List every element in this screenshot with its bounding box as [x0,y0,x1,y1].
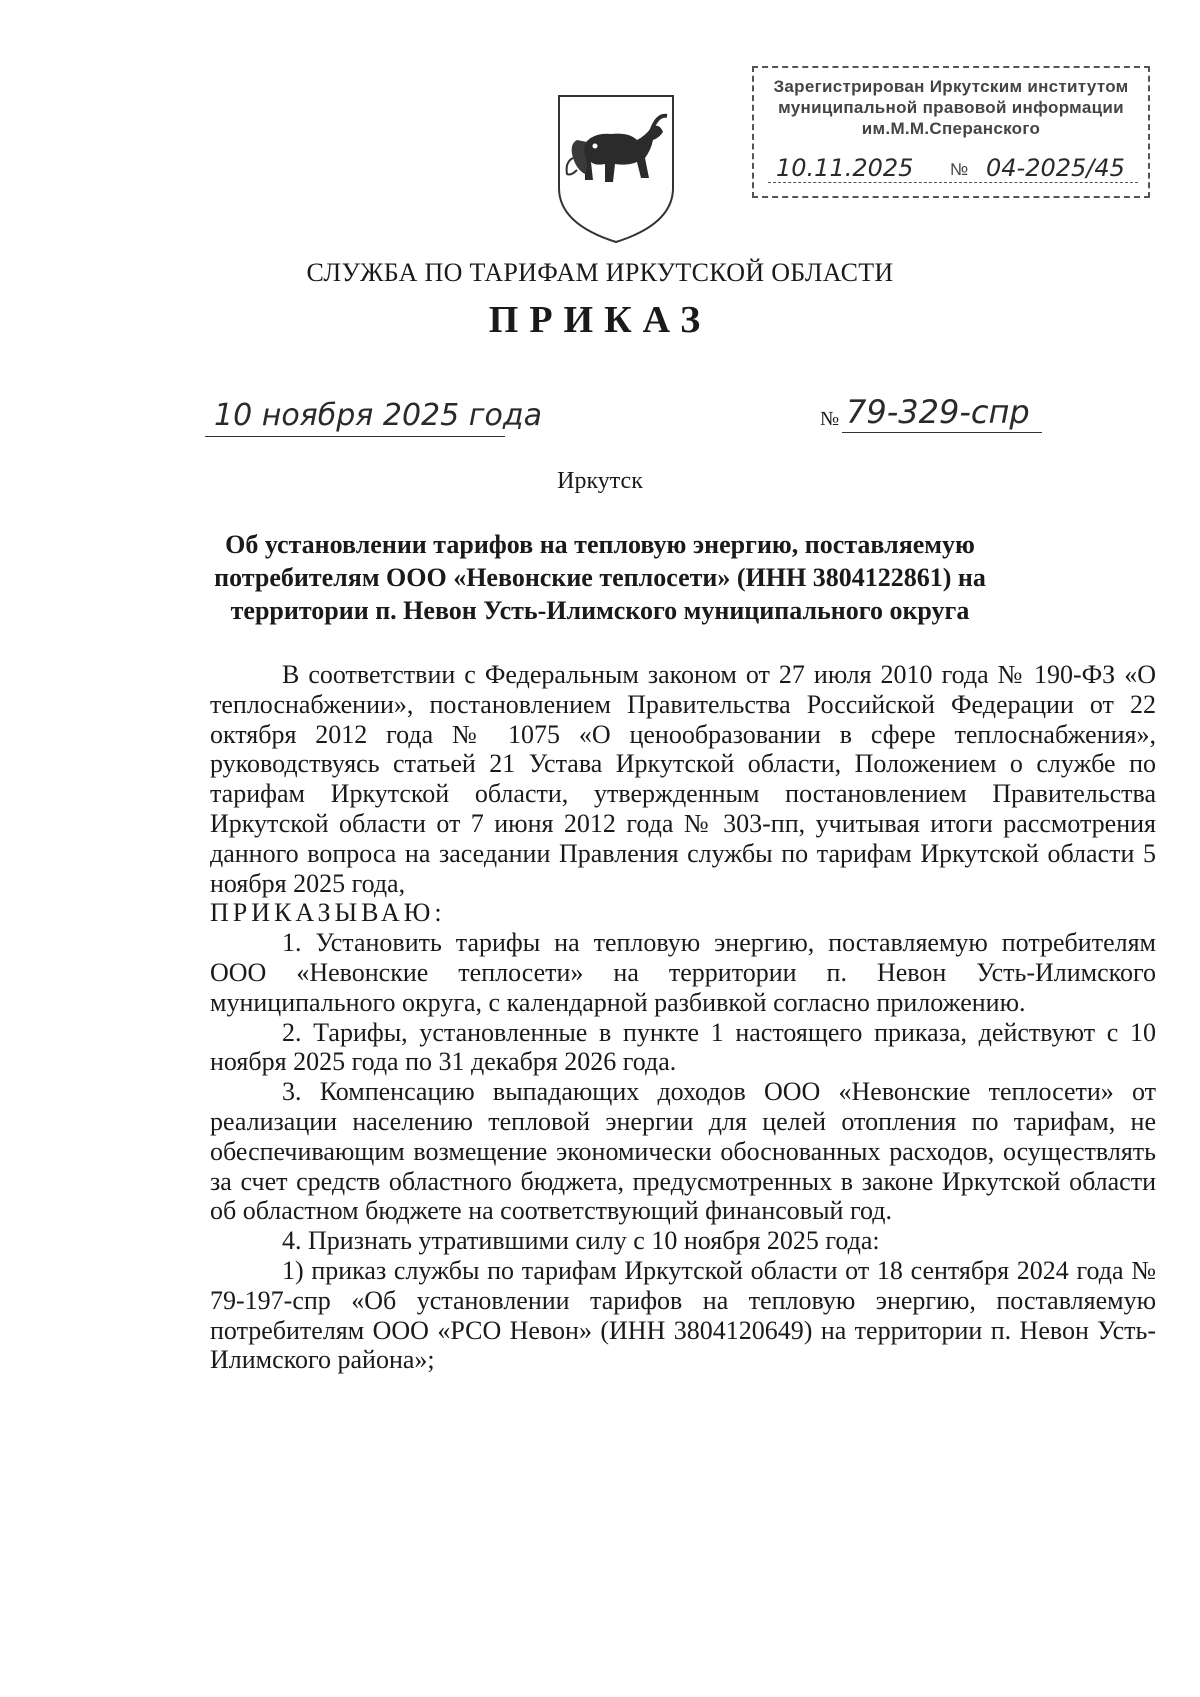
order-body [210,660,1156,1375]
stamp-underline [768,182,1138,184]
organization-name: СЛУЖБА ПО ТАРИФАМ ИРКУТСКОЙ ОБЛАСТИ [306,258,894,287]
order-number: 79-329-спр [846,393,1030,431]
order-item-2: 2. Тарифы, установленные в пункте 1 настоящего приказа, действуют с 10 ноября 2025 года по 31 декабря 2026 года. [210,1017,1156,1077]
order-item-1: 1. Установить тарифы на тепловую энергию, поставляемую потребителям ООО «Невонские теплосети» на территории п. Невон Усть-Илимского муниципального округа, с календарной разбивкой согласно приложению. [210,928,1156,1017]
order-item-4-subitem-1: 1) приказ службы по тарифам Иркутской области от 18 сентября 2024 года № 79-197-спр «Об установлении тарифов на тепловую энергию, поставляемую потребителям ООО «РСО Невон» (ИНН 3804120649) на территории п. Невон Усть-Илимского района»; [210,1255,1156,1375]
registration-stamp [752,66,1150,198]
preamble-paragraph: В соответствии с Федеральным законом от 27 июля 2010 года № 190-ФЗ «О теплоснабжении», постановлением Правительства Российской Федерации от 22 октября 2012 года № 1075 «О ценообразовании в сфере теплоснабжения», руководствуясь статьей 21 Устава Иркутской области, Положением о службе по тарифам Иркутской области, утвержденным постановлением Правительства Иркутской области от 7 июня 2012 года № 303-пп, учитывая итоги рассмотрения данного вопроса на заседании Правления службы по тарифам Иркутской области 5 ноября 2025 года, [210,660,1156,898]
stamp-number-sign: № [950,160,969,179]
order-item-4: 4. Признать утратившими силу с 10 ноября 2025 года: [282,1226,880,1256]
number-underline [842,432,1042,433]
order-directive-word: ПРИКАЗЫВАЮ: [210,898,446,928]
document-type-title: ПРИКАЗ [488,299,712,341]
stamp-line-3: им.М.М.Сперанского [861,119,1041,138]
stamp-line-2: муниципальной правовой информации [778,98,1124,117]
stamp-line-1: Зарегистрирован Иркутским институтом [773,77,1129,96]
stamp-registration-number: 04-2025/45 [986,154,1125,182]
order-subject: Об установлении тарифов на тепловую энергию, поставляемую потребителям ООО «Невонские теплосети» (ИНН 3804122861) на территории п. Невон Усть-Илимского муниципального округа [214,530,986,625]
stamp-registration-date: 10.11.2025 [776,154,914,182]
city-name: Иркутск [557,468,643,494]
order-item-3: 3. Компенсацию выпадающих доходов ООО «Невонские теплосети» от реализации населению тепловой энергии для целей отопления по тарифам, не обеспечивающим возмещение экономически обоснованных расходов, осуществлять за счет средств областного бюджета, предусмотренных в законе Иркутской области об областном бюджете на соответствующий финансовый год. [210,1077,1156,1226]
coat-of-arms-emblem [555,92,677,244]
order-number-sign: № [820,408,840,430]
order-date: 10 ноября 2025 года [214,398,542,433]
date-underline [205,436,505,437]
stamp-registration-row [768,152,1138,188]
